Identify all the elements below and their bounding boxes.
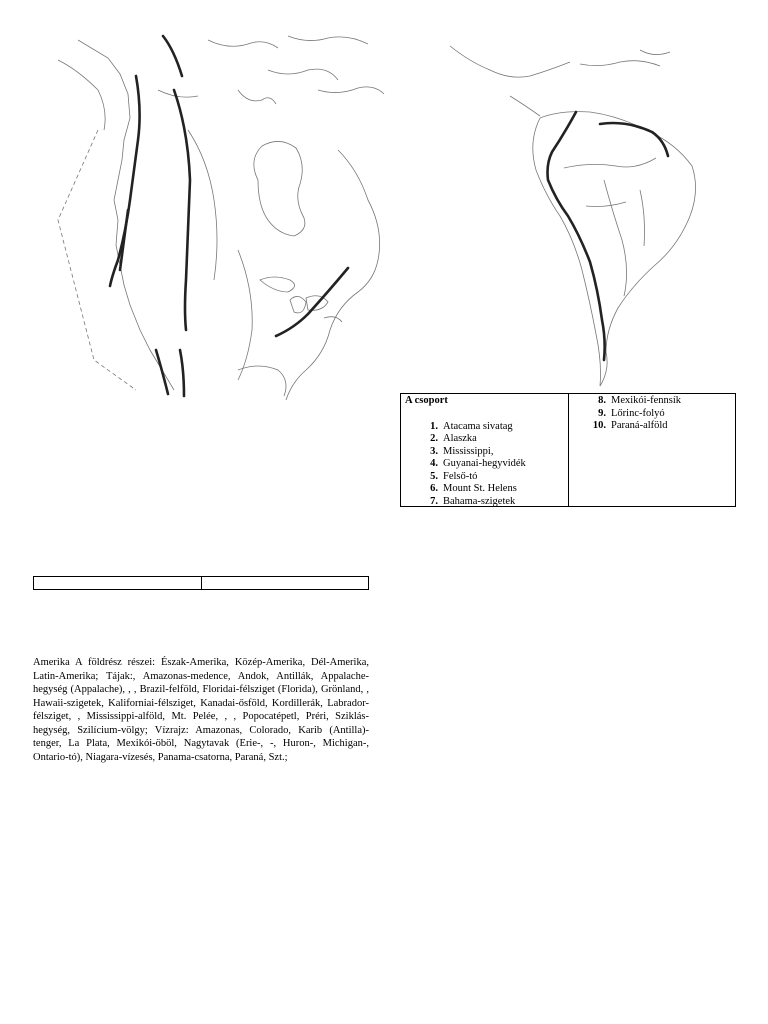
task-item (588, 395, 731, 408)
task-item (422, 483, 564, 496)
empty-cell (201, 577, 369, 589)
task-item (588, 420, 731, 433)
task-number: 10. (592, 420, 606, 431)
empty-answer-table (33, 576, 369, 590)
task-label: Alaszka (443, 433, 477, 444)
task-number: 2. (430, 433, 438, 444)
task-number: 3. (430, 445, 438, 457)
task-item (422, 446, 564, 459)
task-number: 8. (598, 395, 606, 406)
task-label: Mississippi, (443, 445, 494, 457)
task-number: 9. (598, 407, 606, 419)
task-label: Mexikói-fennsík (611, 395, 681, 406)
task-label: Lőrinc-folyó (611, 407, 665, 419)
task-column-left (401, 394, 569, 506)
task-number: 6. (430, 483, 438, 494)
north-america-map (38, 30, 386, 400)
empty-cell (34, 577, 201, 589)
task-list-right (573, 395, 731, 433)
task-number: 1. (430, 420, 438, 432)
task-list-left (405, 421, 564, 509)
south-america-map (400, 40, 736, 392)
task-number: 5. (430, 470, 438, 482)
task-table (400, 393, 736, 507)
task-item (422, 496, 564, 509)
task-column-right (569, 394, 735, 506)
task-label: Felső-tó (443, 470, 478, 482)
task-label: Bahama-szigetek (443, 495, 516, 507)
task-number: 7. (430, 495, 438, 507)
task-item (588, 408, 731, 421)
task-item (422, 458, 564, 471)
group-title: A csoport (405, 395, 448, 406)
task-label: Paraná-alföld (611, 420, 668, 431)
task-item (422, 433, 564, 446)
topic-paragraph: Amerika A földrész részei: Észak-Amerika, Közép-Amerika, Dél-Amerika, Latin-Amerika; Tájak:, Amazonas-medence, Andok, Antillák, Appalache-hegység (Appalache), , , Brazil-felföld, Floridai-félsziget (Florida), Grönland, , Hawaii-szigetek, Kaliforniai-félsziget, Kanadai-ősföld, Kordillerák, Labrador-félsziget, , Mississippi-alföld, Mt. Pelée, , , Popocatépetl, Préri, Sziklás-hegység, Szilícium-völgy; Vízrajz: Amazonas, Colorado, Karib (Antilla)-tenger, La Plata, Mexikói-öböl, Nagytavak (Erie-, -, Huron-, Michigan-, Ontario-tó), Niagara-vízesés, Panama-csatorna, Paraná, Szt.; (33, 657, 369, 763)
task-item (422, 421, 564, 434)
task-label: Guyanai-hegyvidék (443, 458, 526, 469)
task-label: Atacama sivatag (443, 420, 513, 432)
task-label: Mount St. Helens (443, 483, 517, 494)
task-item (422, 471, 564, 484)
task-number: 4. (430, 458, 438, 469)
